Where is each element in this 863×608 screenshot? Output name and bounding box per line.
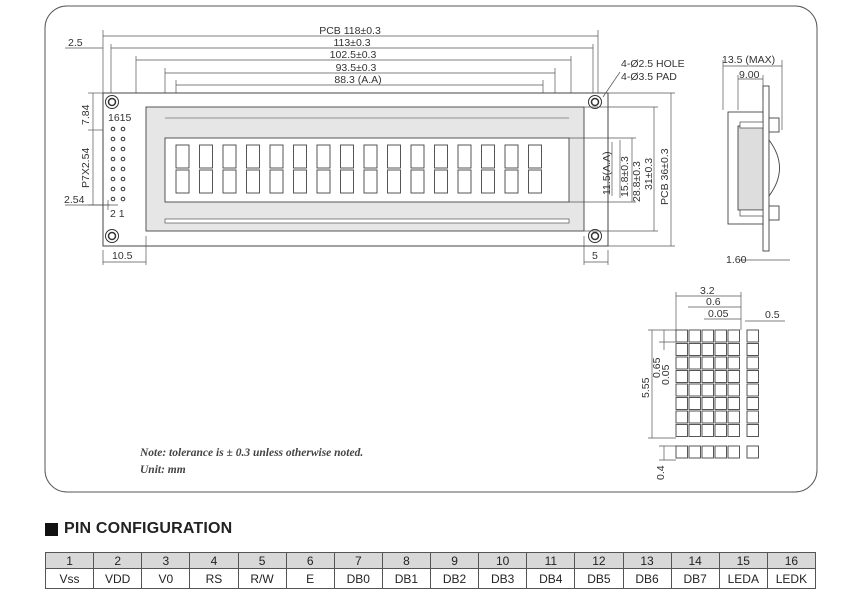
character-cell xyxy=(200,145,213,168)
dot-cell xyxy=(676,357,688,369)
character-cell xyxy=(223,170,236,193)
dot-size-y: 0.05 xyxy=(660,364,672,385)
character-cell xyxy=(388,145,401,168)
character-cell xyxy=(294,170,307,193)
pin-number-cell: 4 xyxy=(190,553,238,569)
dot-cell xyxy=(702,398,714,410)
character-cell xyxy=(482,145,495,168)
dim-pcb-height: PCB 36±0.3 xyxy=(659,148,671,205)
dot-cell xyxy=(715,411,727,423)
pin-dot xyxy=(111,137,115,141)
pin-dot xyxy=(121,197,125,201)
dot-cell xyxy=(728,330,740,342)
pin-name-cell: R/W xyxy=(238,569,286,589)
dim-viewing-height: 15.8±0.3 xyxy=(619,156,631,197)
pin-name-cell: V0 xyxy=(142,569,190,589)
dot-cell xyxy=(676,398,688,410)
character-cell xyxy=(458,145,471,168)
dot-cell xyxy=(715,425,727,437)
pin-number-cell: 11 xyxy=(527,553,575,569)
character-cell xyxy=(317,145,330,168)
cursor-cell xyxy=(702,446,714,458)
dot-cell xyxy=(747,357,759,369)
pin-number-cell: 5 xyxy=(238,553,286,569)
dim-active-height: 11.5(A.A) xyxy=(601,151,613,195)
character-cell xyxy=(529,145,542,168)
pin-config-title: PIN CONFIGURATION xyxy=(64,520,233,537)
pin-number-cell: 8 xyxy=(382,553,430,569)
pin-dot xyxy=(121,147,125,151)
pin-dot xyxy=(111,127,115,131)
pin-number-cell: 10 xyxy=(479,553,527,569)
pin-dot xyxy=(111,167,115,171)
pin-number-cell: 2 xyxy=(94,553,142,569)
pin-dot xyxy=(121,177,125,181)
pin-number-cell: 9 xyxy=(431,553,479,569)
dot-cell xyxy=(702,384,714,396)
dot-cell xyxy=(702,371,714,383)
dot-cell xyxy=(747,371,759,383)
pin-dot xyxy=(121,157,125,161)
hole-label: 4-Ø2.5 HOLE xyxy=(621,58,685,70)
unit-note: Unit: mm xyxy=(140,464,186,476)
character-cell xyxy=(505,170,518,193)
pin-name-cell: DB0 xyxy=(334,569,382,589)
pin-top-label: 1615 xyxy=(108,112,132,124)
dot-cell xyxy=(728,384,740,396)
dot-cell xyxy=(702,357,714,369)
dot-cell xyxy=(676,371,688,383)
character-cell xyxy=(411,145,424,168)
dim-pcb-width: PCB 118±0.3 xyxy=(319,25,381,37)
character-cell xyxy=(247,170,260,193)
character-cell xyxy=(247,145,260,168)
character-cell xyxy=(341,145,354,168)
dim-bezel-width: 102.5±0.3 xyxy=(329,49,377,61)
dot-cell xyxy=(689,344,701,356)
pin-name-cell: DB4 xyxy=(527,569,575,589)
dot-cell xyxy=(747,344,759,356)
dot-cell xyxy=(689,357,701,369)
pin-dot xyxy=(111,187,115,191)
pin-dot xyxy=(111,157,115,161)
dot-cell xyxy=(715,371,727,383)
character-detail xyxy=(640,285,785,480)
pin-name-cell: VDD xyxy=(94,569,142,589)
dot-size-x: 0.05 xyxy=(708,308,729,320)
pin-pitch-horizontal: 2.54 xyxy=(64,194,85,206)
side-pcb-thickness: 1.60 xyxy=(726,254,747,266)
dot-cell xyxy=(747,398,759,410)
dot-cell xyxy=(747,384,759,396)
dot-cell xyxy=(728,398,740,410)
char-width: 3.2 xyxy=(700,285,715,297)
pin-number-cell: 12 xyxy=(575,553,623,569)
character-cell xyxy=(388,170,401,193)
character-cell xyxy=(529,170,542,193)
char-height: 5.55 xyxy=(640,377,652,398)
dot-cell xyxy=(702,411,714,423)
character-cell xyxy=(200,170,213,193)
dot-pitch-y: 0.65 xyxy=(651,357,663,378)
led-strip xyxy=(165,219,569,223)
pin-number-row xyxy=(46,553,816,569)
dim-active-width: 88.3 (A.A) xyxy=(334,74,382,86)
pin-number-cell: 15 xyxy=(719,553,767,569)
dot-cell xyxy=(689,371,701,383)
pin-dot xyxy=(111,177,115,181)
dim-outline-height: 31±0.3 xyxy=(643,157,655,190)
pin-name-cell: RS xyxy=(190,569,238,589)
pin-number-cell: 6 xyxy=(286,553,334,569)
pin-pitch-label: P7X2.54 xyxy=(80,147,92,188)
character-cell xyxy=(176,170,189,193)
character-cell xyxy=(505,145,518,168)
dot-cell xyxy=(715,344,727,356)
pin-number-cell: 3 xyxy=(142,553,190,569)
dot-cell xyxy=(728,425,740,437)
dot-cell xyxy=(747,425,759,437)
dot-cell xyxy=(728,344,740,356)
pin-number-cell: 13 xyxy=(623,553,671,569)
dim-viewing-width: 93.5±0.3 xyxy=(335,62,377,74)
cursor-cell xyxy=(747,446,759,458)
cursor-cell xyxy=(728,446,740,458)
pin-name-row xyxy=(46,569,816,589)
dim-bottom-left: 10.5 xyxy=(112,250,133,262)
pin-name-cell: Vss xyxy=(46,569,94,589)
pin-name-cell: E xyxy=(286,569,334,589)
pin-name-cell: DB6 xyxy=(623,569,671,589)
character-cell xyxy=(270,145,283,168)
pin-name-cell: DB1 xyxy=(382,569,430,589)
dot-cell xyxy=(702,344,714,356)
pin-name-cell: DB5 xyxy=(575,569,623,589)
dim-bezel-height: 28.8±0.3 xyxy=(631,161,643,202)
dot-cell xyxy=(728,371,740,383)
pin-number-cell: 1 xyxy=(46,553,94,569)
dot-cell xyxy=(715,398,727,410)
dot-cell xyxy=(702,330,714,342)
pin-number-cell: 7 xyxy=(334,553,382,569)
side-view xyxy=(722,54,790,266)
dot-cell xyxy=(689,384,701,396)
pin-dot xyxy=(121,167,125,171)
pin-dot xyxy=(121,187,125,191)
pin-config-heading xyxy=(45,520,232,538)
pin-number-cell: 14 xyxy=(671,553,719,569)
dot-cell xyxy=(676,411,688,423)
dot-cell xyxy=(689,330,701,342)
pin-number-cell: 16 xyxy=(767,553,815,569)
dot-cell xyxy=(728,411,740,423)
pin-config-table xyxy=(45,552,816,589)
pin-bottom-label: 2 1 xyxy=(110,208,125,220)
dot-pitch-x: 0.6 xyxy=(706,296,721,308)
pin-name-cell: DB7 xyxy=(671,569,719,589)
pin-name-cell: DB3 xyxy=(479,569,527,589)
character-cell xyxy=(458,170,471,193)
tolerance-note: Note: tolerance is ± 0.3 unless otherwise noted. xyxy=(140,447,364,459)
cursor-height: 0.4 xyxy=(655,465,667,480)
cursor-cell xyxy=(676,446,688,458)
dot-cell xyxy=(747,411,759,423)
character-cell xyxy=(317,170,330,193)
character-cell xyxy=(294,145,307,168)
heading-square-icon xyxy=(45,523,58,536)
dot-cell xyxy=(747,330,759,342)
pad-label: 4-Ø3.5 PAD xyxy=(621,71,677,83)
dim-bottom-right: 5 xyxy=(592,250,598,262)
dot-cell xyxy=(715,330,727,342)
char-gap: 0.5 xyxy=(765,309,780,321)
pin-name-cell: DB2 xyxy=(431,569,479,589)
character-cell xyxy=(482,170,495,193)
dim-left-offset: 2.5 xyxy=(68,37,83,49)
character-cell xyxy=(270,170,283,193)
pin-name-cell: LEDA xyxy=(719,569,767,589)
dot-cell xyxy=(689,411,701,423)
dot-cell xyxy=(702,425,714,437)
character-cell xyxy=(223,145,236,168)
dot-cell xyxy=(689,425,701,437)
dim-outline-width: 113±0.3 xyxy=(333,37,371,49)
pin-dot xyxy=(111,147,115,151)
character-cell xyxy=(364,145,377,168)
side-depth: 9.00 xyxy=(739,69,760,81)
dot-cell xyxy=(676,330,688,342)
pin-dot xyxy=(121,127,125,131)
pin-dot xyxy=(121,137,125,141)
dot-cell xyxy=(676,425,688,437)
dot-cell xyxy=(715,384,727,396)
drawing-frame xyxy=(45,6,817,492)
character-cell xyxy=(435,145,448,168)
dot-cell xyxy=(689,398,701,410)
side-max-thickness: 13.5 (MAX) xyxy=(722,54,776,66)
character-cell xyxy=(176,145,189,168)
character-cell xyxy=(411,170,424,193)
cursor-cell xyxy=(689,446,701,458)
dot-matrix xyxy=(676,330,759,458)
dot-cell xyxy=(728,357,740,369)
dot-cell xyxy=(676,344,688,356)
pin-name-cell: LEDK xyxy=(767,569,815,589)
character-cell xyxy=(341,170,354,193)
pin-pitch-vertical: 7.84 xyxy=(80,104,92,125)
dot-cell xyxy=(715,357,727,369)
pin-dot xyxy=(111,197,115,201)
cursor-cell xyxy=(715,446,727,458)
character-cell xyxy=(435,170,448,193)
dot-cell xyxy=(676,384,688,396)
character-cell xyxy=(364,170,377,193)
